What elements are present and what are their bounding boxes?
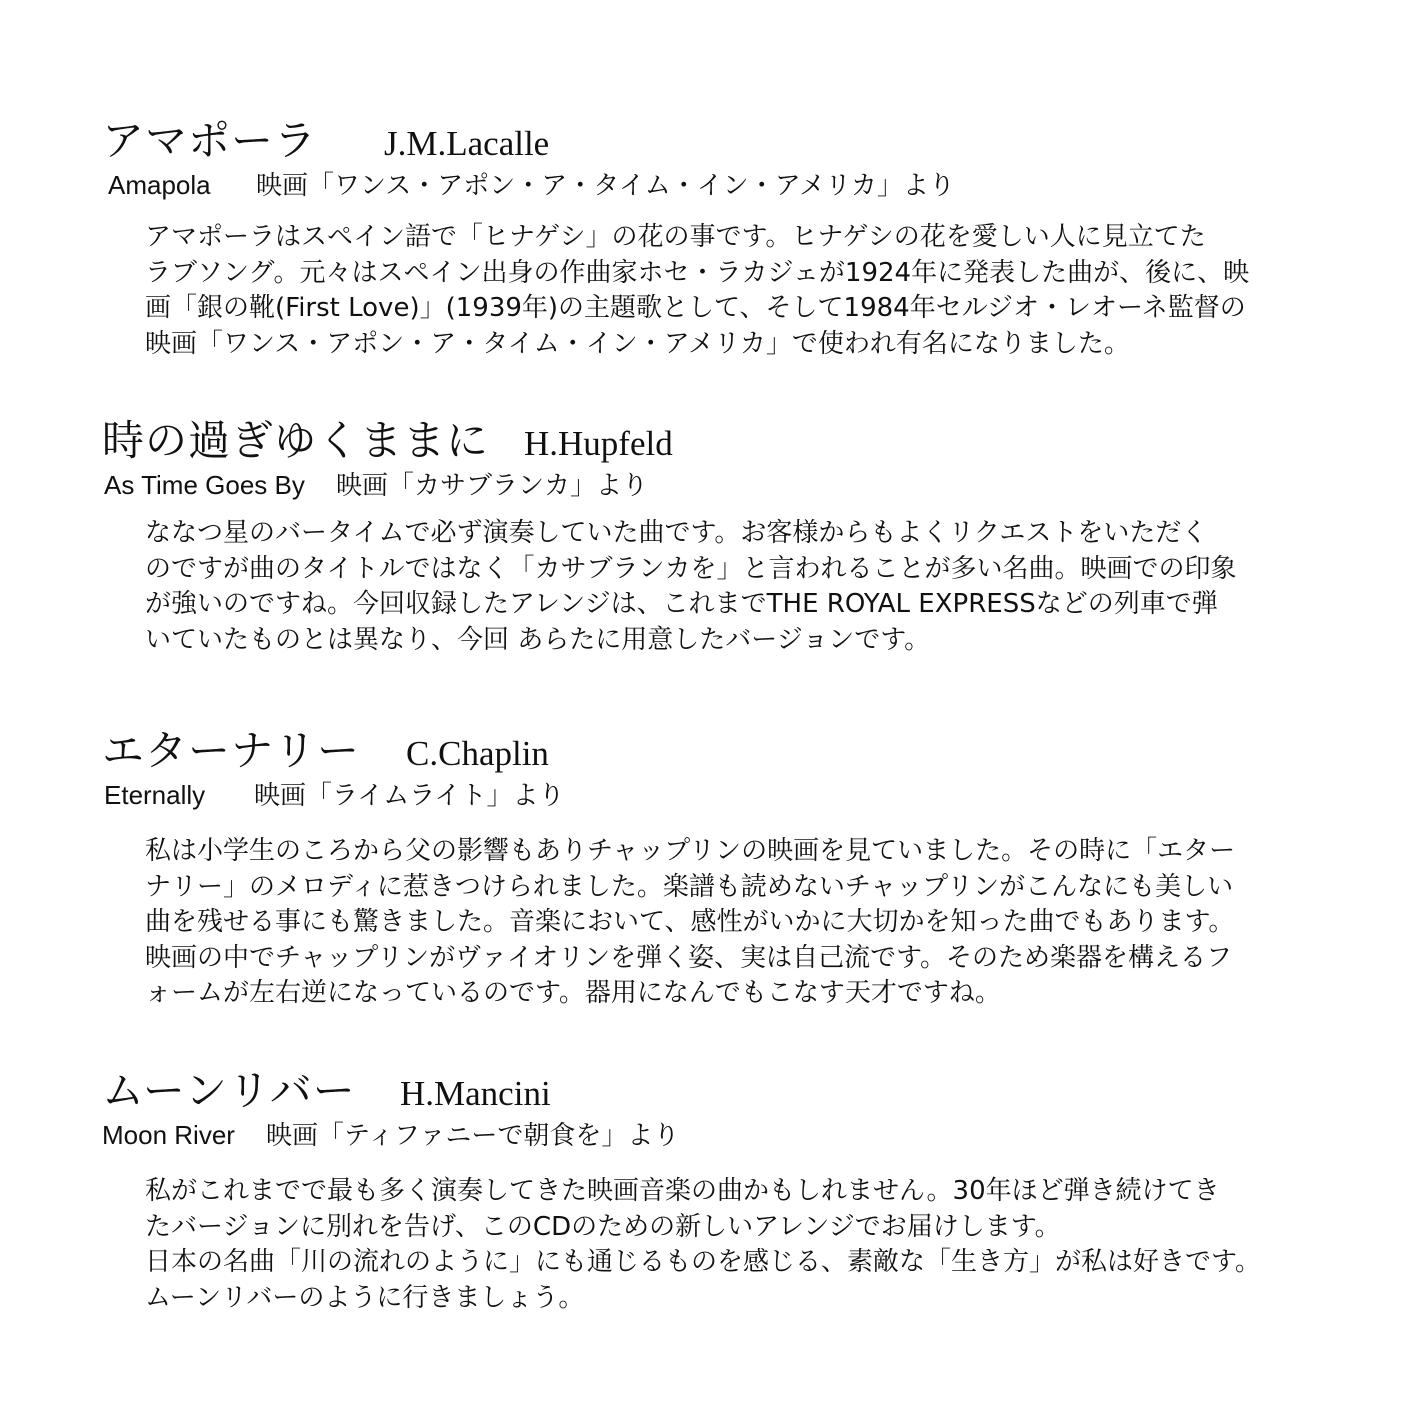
description-line: 私がこれまでで最も多く演奏してきた映画音楽の曲かもしれません。30年ほど弾き続けてき [145,1176,1220,1206]
description-line: ムーンリバーのように行きましょう。 [145,1282,585,1313]
song-title-en: Moon River [102,1120,235,1150]
description-line: 映画の中でチャップリンがヴァイオリンを弾く姿、実は自己流です。そのため楽器を構えるフ [145,942,1233,973]
song-title-en: Eternally [104,780,206,810]
song-description [145,834,1345,1012]
description-line: 曲を残せる事にも驚きました。音楽において、感性がいかに大切かを知った曲でもあります。 [145,907,1235,937]
description-line: 映画「ワンス・アポン・ア・タイム・イン・アメリカ」で使われ有名になりました。 [145,328,1130,359]
song-title-jp: 時の過ぎゆくままに [102,416,490,465]
description-line: ォームが左右逆になっているのです。器用になんでもこなす天才ですね。 [145,978,1001,1008]
description-line: 私は小学生のころから父の影響もありチャップリンの映画を見ていました。その時に「エター [145,836,1236,866]
song-description [145,1174,1345,1316]
description-line: 画「銀の靴(First Love)」(1939年)の主題歌として、そして1984年セルジオ・レオーネ監督の [145,293,1246,323]
description-line: ななつ星のバータイムで必ず演奏していた曲です。お客様からもよくリクエストをいただく [145,518,1208,548]
song-title-jp: ムーンリバー [102,1066,356,1115]
song-description [145,220,1345,362]
description-line: のですが曲のタイトルではなく「カサブランカを」と言われることが多い名曲。映画での印象 [145,553,1237,584]
song-title-en: Amapola [108,170,211,200]
description-line: ナリー」のメロディに惹きつけられました。楽譜も読めないチャップリンがこんなにも美しい [145,871,1234,902]
composer-name: J.M.Lacalle [384,124,550,163]
song-source: 映画「ワンス・アポン・ア・タイム・イン・アメリカ」より [256,170,955,200]
song-description [145,516,1345,658]
composer-name: H.Hupfeld [524,424,673,463]
song-source: 映画「ライムライト」より [254,780,565,810]
song-source: 映画「カサブランカ」より [336,470,649,500]
description-line: ラブソング。元々はスペイン出身の作曲家ホセ・ラカジェが1924年に発表した曲が、後に、映 [145,257,1250,288]
description-line: が強いのですね。今回収録したアレンジは、これまでTHE ROYAL EXPRESSなどの列車で弾 [145,589,1218,619]
song-title-jp: エターナリー [102,726,361,775]
description-line: アマポーラはスペイン語で「ヒナゲシ」の花の事です。ヒナゲシの花を愛しい人に見立てた [145,222,1206,252]
song-title-jp: アマポーラ [102,116,318,165]
song-title-en: As Time Goes By [104,470,305,500]
song-source: 映画「ティファニーで朝食を」より [266,1120,680,1150]
composer-name: H.Mancini [400,1074,551,1113]
description-line: いていたものとは異なり、今回 あらたに用意したバージョンです。 [145,624,931,655]
composer-name: C.Chaplin [406,734,549,773]
description-line: 日本の名曲「川の流れのように」にも通じるものを感じる、素敵な「生き方」が私は好きです。 [145,1247,1261,1277]
description-line: たバージョンに別れを告げ、このCDのための新しいアレンジでお届けします。 [145,1211,1061,1242]
